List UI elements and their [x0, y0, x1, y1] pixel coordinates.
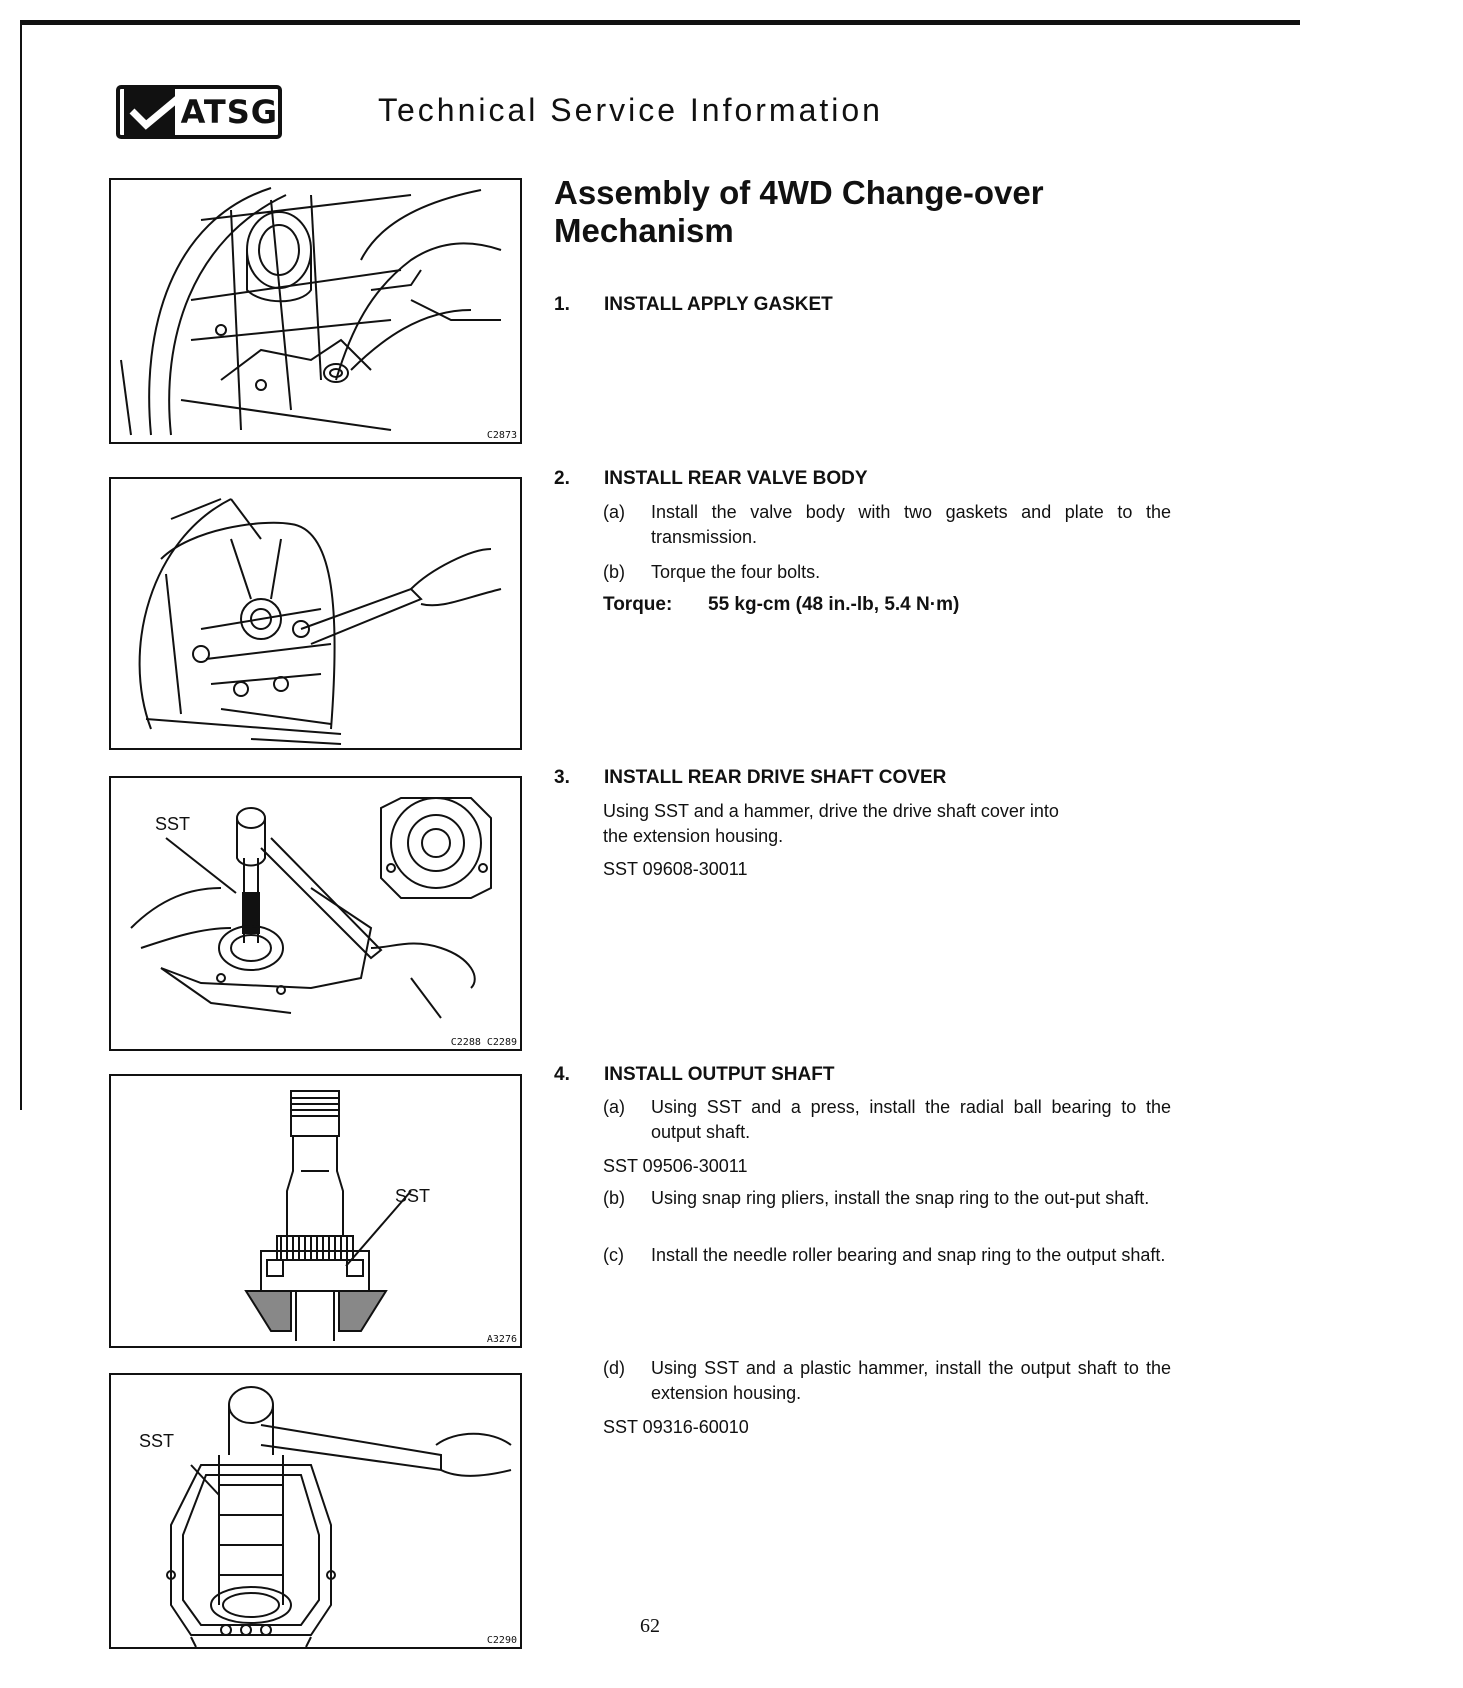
- torque-label: Torque:: [603, 594, 673, 615]
- step-3-text-line-1: Using SST and a hammer, drive the drive shaft cover into: [603, 801, 1059, 821]
- step-4a-sst: SST 09506-30011: [603, 1156, 748, 1176]
- item-label: (c): [603, 1245, 624, 1265]
- item-label: (d): [603, 1358, 625, 1378]
- step-4c: [603, 1243, 1173, 1268]
- step-3-heading: [554, 767, 946, 789]
- step-title: INSTALL OUTPUT SHAFT: [604, 1064, 835, 1085]
- figure-apply-gasket: [109, 178, 522, 444]
- page-number: 62: [640, 1615, 660, 1637]
- output-shaft-illustration: [111, 1076, 520, 1346]
- item-text: Using SST and a press, install the radial ball bearing to the output shaft.: [651, 1097, 1171, 1142]
- step-number: 3.: [554, 767, 570, 788]
- item-text: Install the needle roller bearing and snap ring to the output shaft.: [651, 1245, 1166, 1265]
- sst-label: SST: [395, 1186, 431, 1206]
- step-title: INSTALL REAR DRIVE SHAFT COVER: [604, 767, 947, 788]
- step-4a: [603, 1095, 1173, 1145]
- item-text: Install the valve body with two gaskets and plate to the transmission.: [651, 502, 1171, 547]
- step-4-heading: [554, 1064, 834, 1086]
- torque-value: 55 kg-cm (48 in.-lb, 5.4 N·m): [708, 594, 960, 615]
- step-2b: [603, 560, 1173, 585]
- logo-text: ATSG: [180, 93, 278, 131]
- item-label: (b): [603, 562, 625, 582]
- figure-code: C2288 C2289: [450, 1037, 517, 1048]
- atsg-logo: [116, 85, 282, 139]
- torque-spec: [603, 594, 959, 616]
- step-2-heading: [554, 468, 868, 490]
- top-rule: [20, 20, 1300, 25]
- sst-label: SST: [139, 1431, 175, 1451]
- step-number: 4.: [554, 1064, 570, 1085]
- step-3-sst: SST 09608-30011: [603, 859, 748, 879]
- output-shaft-extension-illustration: [111, 1375, 520, 1647]
- item-label: (b): [603, 1188, 625, 1208]
- step-number: 2.: [554, 468, 570, 489]
- left-rule: [20, 20, 22, 1110]
- item-label: (a): [603, 502, 625, 522]
- step-3-text-line-2: the extension housing.: [603, 826, 784, 846]
- step-4d: [603, 1356, 1173, 1406]
- rear-valve-body-illustration: [111, 479, 520, 748]
- header-title: Technical Service Information: [378, 92, 883, 128]
- figure-code: A3276: [486, 1334, 517, 1345]
- figure-output-shaft-extension: [109, 1373, 522, 1649]
- figure-output-shaft: [109, 1074, 522, 1348]
- apply-gasket-illustration: [111, 180, 520, 442]
- step-1-heading: [554, 294, 833, 316]
- step-title: INSTALL APPLY GASKET: [604, 294, 833, 315]
- item-label: (a): [603, 1097, 625, 1117]
- step-4d-sst: SST 09316-60010: [603, 1417, 749, 1437]
- item-text: Torque the four bolts.: [651, 562, 821, 582]
- item-text: Using SST and a plastic hammer, install the output shaft to the extension housing.: [651, 1358, 1171, 1403]
- page-title: Assembly of 4WD Change-over Mechanism: [554, 174, 1044, 249]
- step-title: INSTALL REAR VALVE BODY: [604, 468, 868, 489]
- figure-rear-valve-body: [109, 477, 522, 750]
- step-4b: [603, 1186, 1173, 1211]
- figure-code: C2290: [486, 1635, 517, 1646]
- step-2a: [603, 500, 1173, 550]
- step-number: 1.: [554, 294, 570, 315]
- sst-label: SST: [155, 814, 191, 834]
- figure-rear-drive-shaft-cover: [109, 776, 522, 1051]
- item-text: Using snap ring pliers, install the snap ring to the out-put shaft.: [651, 1188, 1150, 1208]
- checkmark-icon: [124, 89, 175, 135]
- figure-code: C2873: [486, 430, 517, 441]
